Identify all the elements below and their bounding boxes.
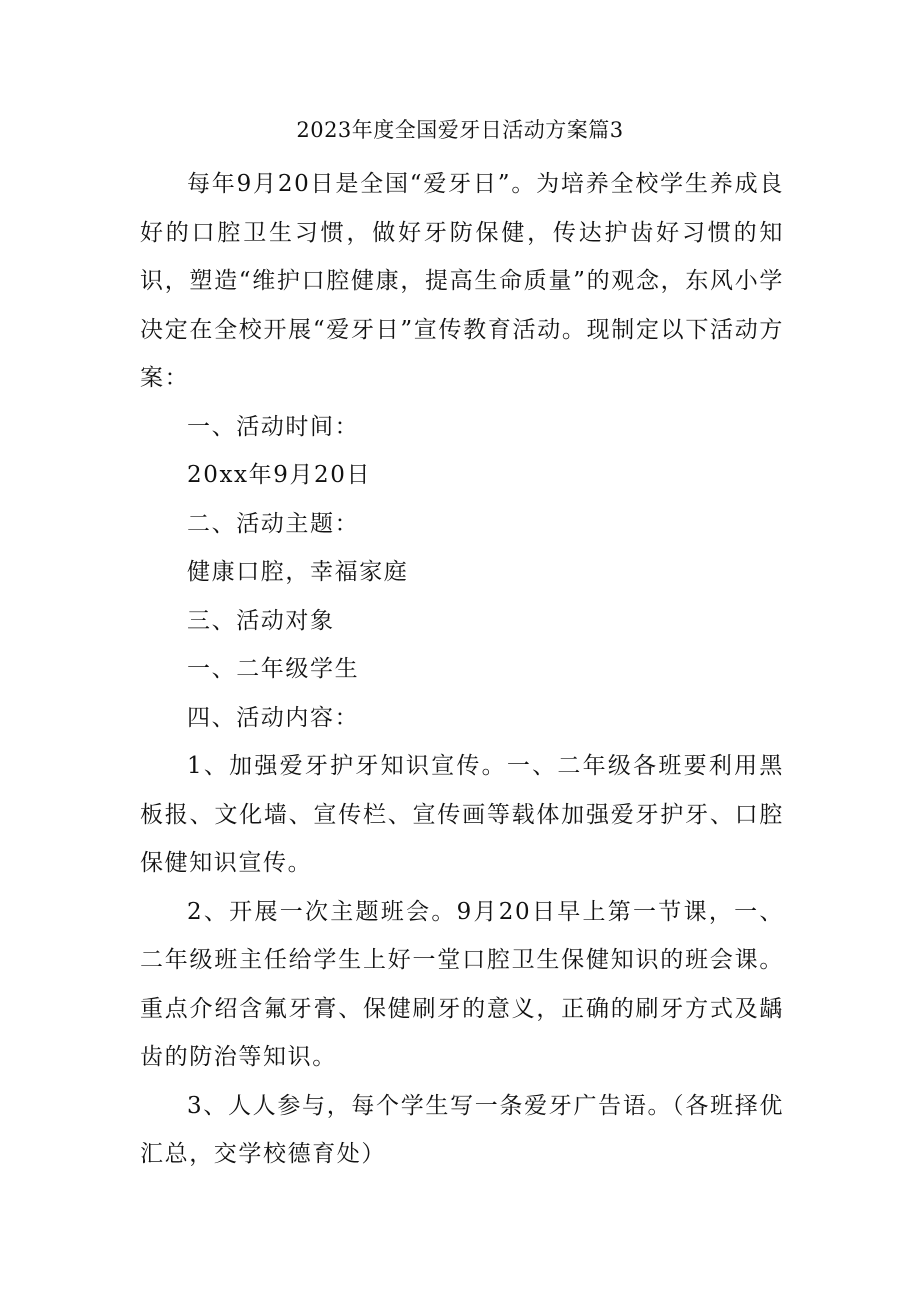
content-item-3: 3、人人参与，每个学生写一条爱牙广告语。（各班择优汇总，交学校德育处）	[140, 1092, 784, 1167]
activity-audience: 一、二年级学生	[187, 656, 360, 682]
activity-theme: 健康口腔，幸福家庭	[187, 559, 409, 585]
activity-date: 20xx年9月20日	[187, 462, 372, 488]
document-body	[140, 160, 784, 1179]
document-title: 2023年度全国爱牙日活动方案篇3	[296, 118, 624, 142]
section-heading-audience: 三、活动对象	[187, 607, 335, 634]
content-item-2: 2、开展一次主题班会。9月20日早上第一节课，一、二年级班主任给学生上好一堂口腔卫生保健知识的班会课。重点介绍含氟牙膏、保健刷牙的意义，正确的刷牙方式及龋齿的防治等知识。	[140, 898, 784, 1070]
section-heading-theme: 二、活动主题：	[187, 510, 360, 537]
section-heading-time: 一、活动时间：	[187, 413, 360, 440]
section-heading-content: 四、活动内容：	[187, 704, 360, 731]
content-item-1: 1、加强爱牙护牙知识宣传。一、二年级各班要利用黑板报、文化墙、宣传栏、宣传画等载体加强爱牙护牙、口腔保健知识宣传。	[140, 753, 784, 876]
intro-paragraph: 每年9月20日是全国“爱牙日”。为培养全校学生养成良好的口腔卫生习惯，做好牙防保健，传达护齿好习惯的知识，塑造“维护口腔健康，提高生命质量”的观念，东风小学决定在全校开展“爱牙日”宣传教育活动。现制定以下活动方案：	[140, 171, 784, 391]
